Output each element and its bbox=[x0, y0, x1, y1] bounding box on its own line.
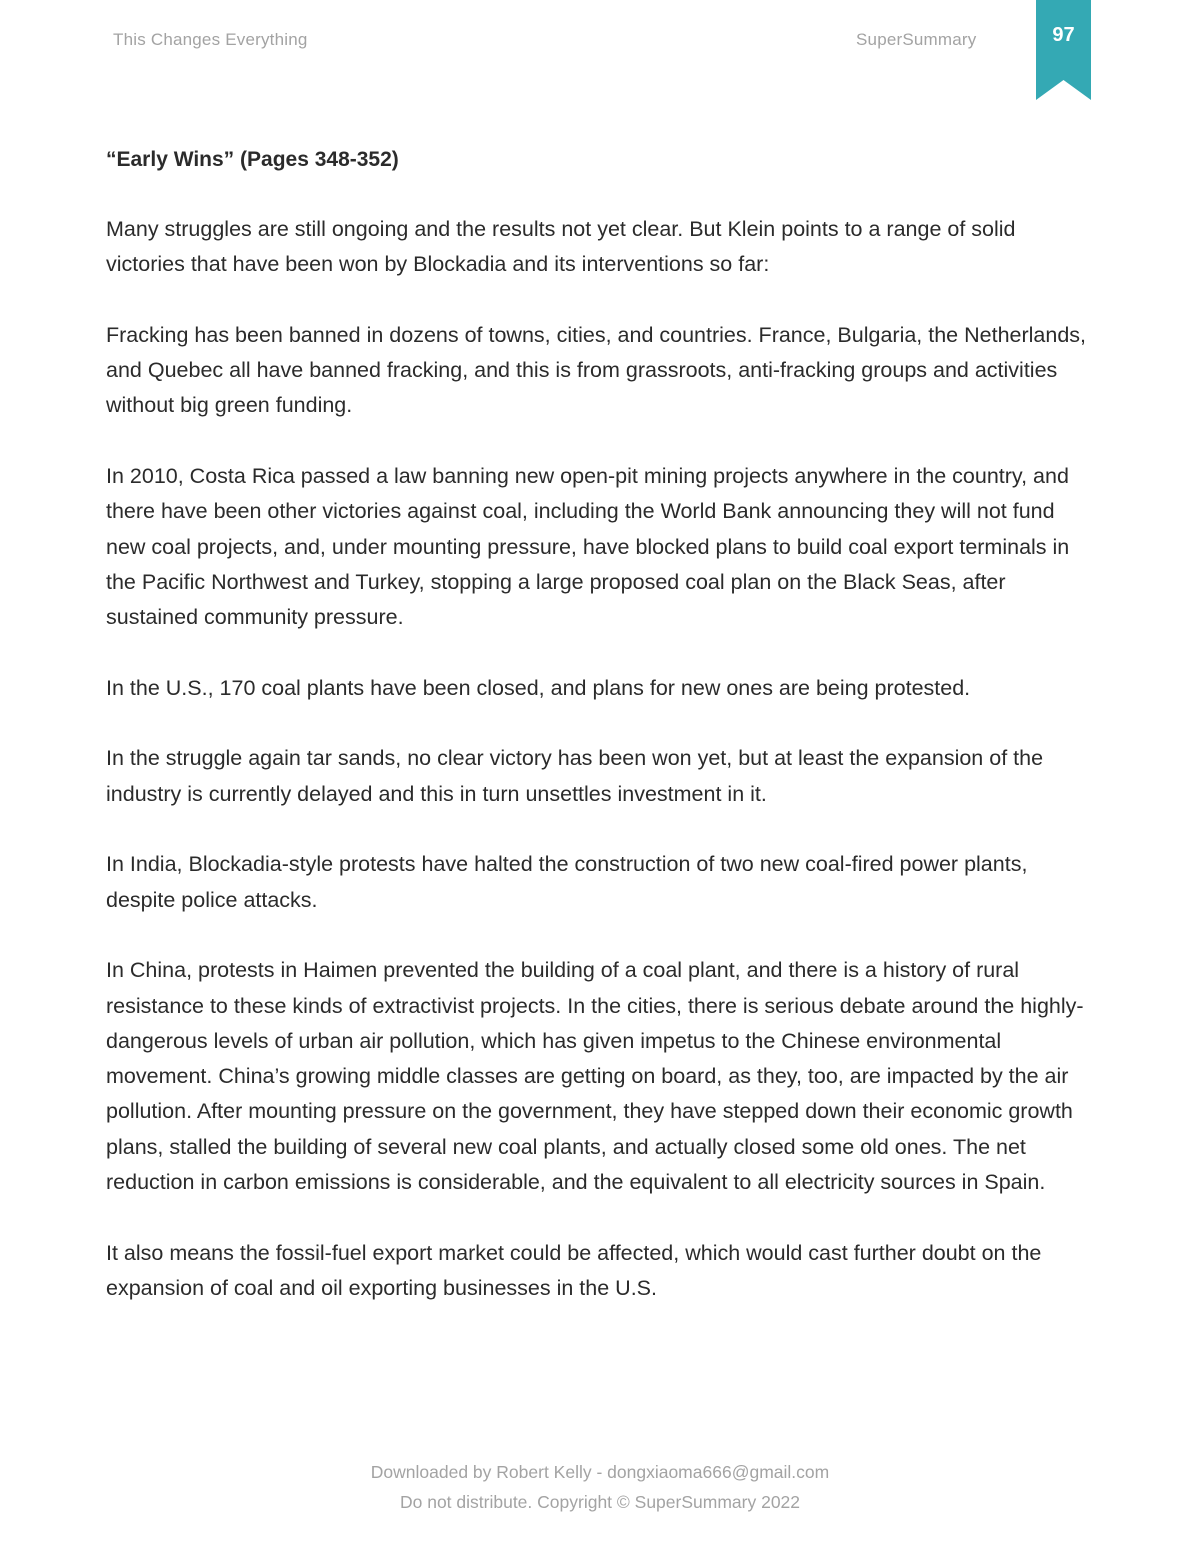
paragraph-fracking: Fracking has been banned in dozens of towns, cities, and countries. France, Bulgaria, the Netherlands, and Quebec all have banned fracking, and this is from grassroots, anti-fracking groups and activities without big green funding. bbox=[106, 322, 1087, 418]
footer-copyright: Do not distribute. Copyright © SuperSummary 2022 bbox=[399, 1492, 801, 1512]
page-number: 97 bbox=[1052, 24, 1075, 46]
section-heading: “Early Wins” (Pages 348-352) bbox=[106, 148, 399, 171]
paragraph-tar-sands: In the struggle again tar sands, no clear victory has been won yet, but at least the expansion of the industry is currently delayed and this in turn unsettles investment in it. bbox=[106, 746, 1044, 806]
paragraph-intro: Many struggles are still ongoing and the results not yet clear. But Klein points to a range of solid victories that have been won by Blockadia and its interventions so far: bbox=[106, 217, 1016, 277]
footer-download-notice: Downloaded by Robert Kelly - dongxiaoma666@gmail.com bbox=[370, 1462, 830, 1482]
page-number-bookmark-icon bbox=[1036, 0, 1091, 100]
paragraph-export-market: It also means the fossil-fuel export market could be affected, which would cast further doubt on the expansion of coal and oil exporting businesses in the U.S. bbox=[106, 1240, 1042, 1300]
main-content bbox=[106, 142, 1096, 1342]
paragraph-costa-rica: In 2010, Costa Rica passed a law banning new open-pit mining projects anywhere in the country, and there have been other victories against coal, including the World Bank announcing they will not fund new coal projects, and, under mounting pressure, have blocked plans to build coal export terminals in the Pacific Northwest and Turkey, stopping a large proposed coal plan on the Black Seas, after sustained community pressure. bbox=[106, 464, 1070, 630]
paragraph-india: In India, Blockadia-style protests have halted the construction of two new coal-fired power plants, despite police attacks. bbox=[106, 852, 1028, 912]
brand-name: SuperSummary bbox=[856, 30, 977, 49]
paragraph-us-coal-plants: In the U.S., 170 coal plants have been closed, and plans for new ones are being protested. bbox=[106, 675, 971, 700]
book-title: This Changes Everything bbox=[113, 30, 308, 49]
paragraph-china: In China, protests in Haimen prevented the building of a coal plant, and there is a history of rural resistance to these kinds of extractivist projects. In the cities, there is serious debate around the highly-dangerous levels of urban air pollution, which has given impetus to the Chinese environmental movement. China’s growing middle classes are getting on board, as they, too, are impacted by the air pollution. After mounting pressure on the government, they have stepped down their economic growth plans, stalled the building of several new coal plants, and actually closed some old ones. The net reduction in carbon emissions is considerable, and the equivalent to all electricity sources in Spain. bbox=[106, 958, 1084, 1195]
